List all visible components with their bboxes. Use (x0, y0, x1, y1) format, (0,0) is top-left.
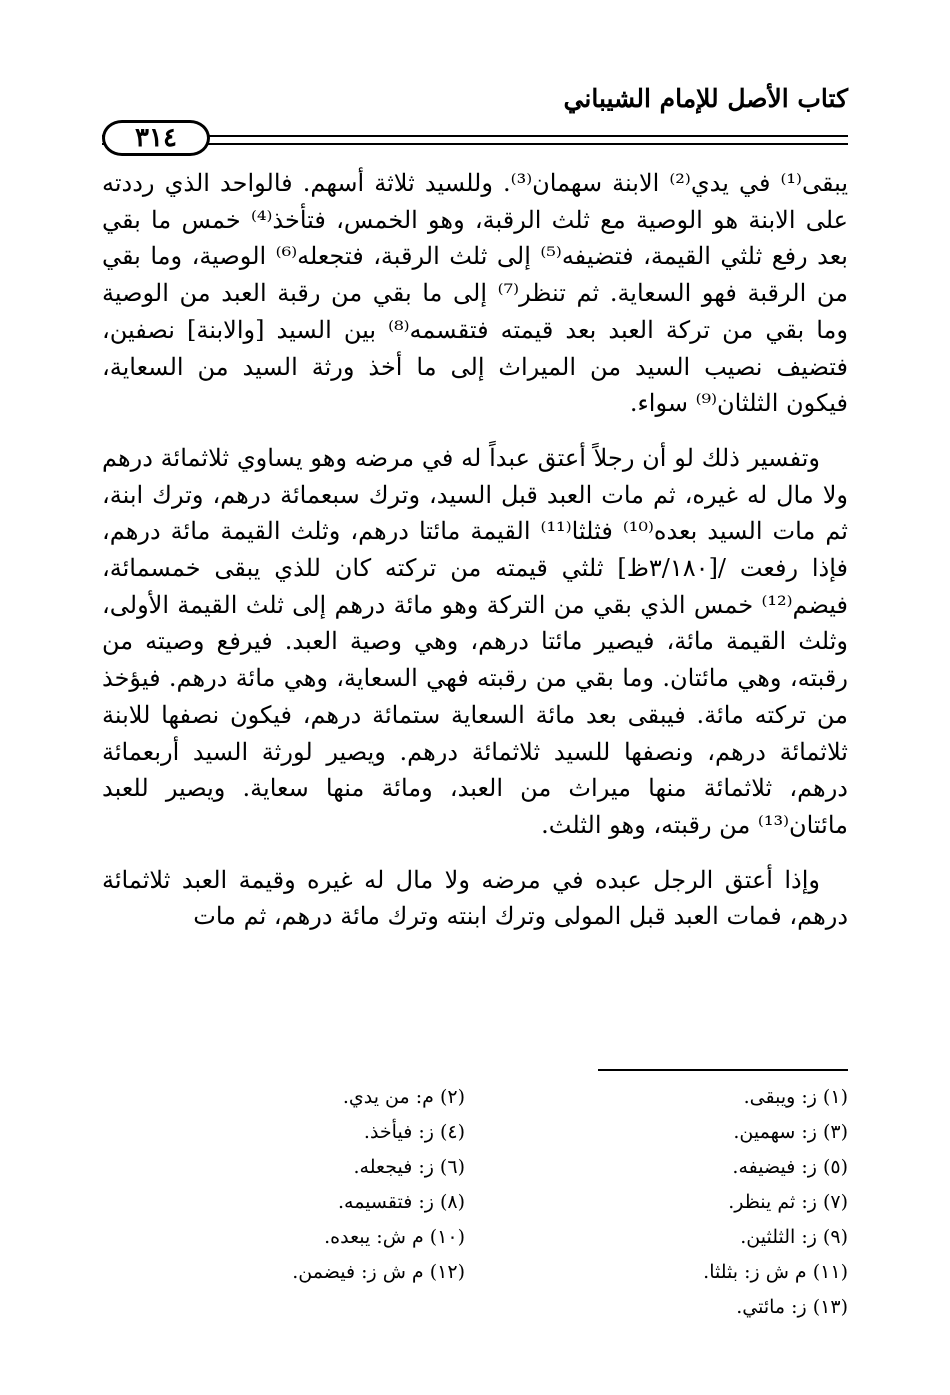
paragraph: يبقى⁽¹⁾ في يدي⁽²⁾ الابنة سهمان⁽³⁾. وللسيد ثلاثة أسهم. فالواحد الذي رددته على الابنة هو الوصية مع ثلث الرقبة، وهو الخمس، فتأخذ⁽⁴⁾ خمس ما بقي بعد رفع ثلثي القيمة، فتضيفه⁽⁵⁾ إلى ثلث الرقبة، فتجعله⁽⁶⁾ الوصية، وما بقي من الرقبة فهو السعاية. ثم تنظر⁽⁷⁾ إلى ما بقي من رقبة العبد من الوصية وما بقي من تركة العبد بعد قيمته فتقسمه⁽⁸⁾ بين السيد [والابنة] نصفين، فتضيف نصيب السيد من الميراث إلى ما أخذ ورثة السيد من السعاية، فيكون الثلثان⁽⁹⁾ سواء. (102, 169, 849, 418)
page-number: ٣١٤ (102, 120, 210, 156)
footnote: (٦) ز: فيجعله. (353, 1156, 465, 1178)
footnote: (٢) م: من يدي. (342, 1086, 465, 1108)
paragraph: وتفسير ذلك لو أن رجلاً أعتق عبداً له في مرضه وهو يساوي ثلاثمائة درهم ولا مال له غيره، ثم مات العبد قبل السيد، وترك سبعمائة درهم، وترك ابنة، ثم مات السيد بعده⁽¹⁰⁾ فثلثا⁽¹¹⁾ القيمة مائتا درهم، وثلث القيمة مائة درهم، فإذا رفعت /[٣/١٨٠ظ] ثلثي قيمته من تركته كان للذي يبقى خمسمائة، فيضم⁽¹²⁾ خمس الذي بقي من التركة وهو مائة درهم إلى ثلث القيمة الأولى، وثلث القيمة مائة، فيصير مائتا درهم، وهي وصية العبد. فيرفع وصيته من رقبته، وهي مائتان. وما بقي من رقبته فهي السعاية، وهي مائة درهم. فيؤخذ من تركته مائة. فيبقى بعد مائة السعاية ستمائة درهم، فيكون نصفها للابنة ثلاثمائة درهم، ونصفها للسيد ثلاثمائة درهم. ويصير لورثة السيد أربعمائة درهم، ثلاثمائة منها ميراث من العبد، ومائة منها سعاية. ويصير للعبد مائتان⁽¹³⁾ من رقبته، وهو الثلث. (102, 443, 848, 839)
footnote: (٧) ز: ثم ينظر. (728, 1191, 848, 1213)
footnote: (١٣) ز: مائتي. (736, 1296, 848, 1318)
footnote: (٥) ز: فيضيفه. (732, 1156, 848, 1178)
footnote-rule (598, 1069, 848, 1071)
footnote: (٤) ز: فيأخذ. (363, 1121, 465, 1143)
footnote: (١) ز: ويبقى. (743, 1086, 848, 1108)
body-text (102, 165, 848, 935)
paragraph: وإذا أعتق الرجل عبده في مرضه ولا مال له غيره وقيمة العبد ثلاثمائة درهم، فمات العبد قبل المولى وترك ابنته وترك مائة درهم، ثم مات (102, 865, 848, 931)
footnote: (١٢) م ش ز: فيضمن. (292, 1261, 465, 1283)
footnote: (١٠) م ش: يبعده. (324, 1226, 465, 1248)
footnote: (١١) م ش ز: بثلثا. (703, 1261, 848, 1283)
footnotes (102, 1080, 848, 1325)
footnote: (٣) ز: سهمين. (733, 1121, 848, 1143)
header-rule (102, 135, 848, 145)
footnote: (٩) ز: الثلثين. (740, 1226, 848, 1248)
footnote: (٨) ز: فتقسيمه. (337, 1191, 465, 1213)
book-title: كتاب الأصل للإمام الشيباني (563, 84, 848, 113)
